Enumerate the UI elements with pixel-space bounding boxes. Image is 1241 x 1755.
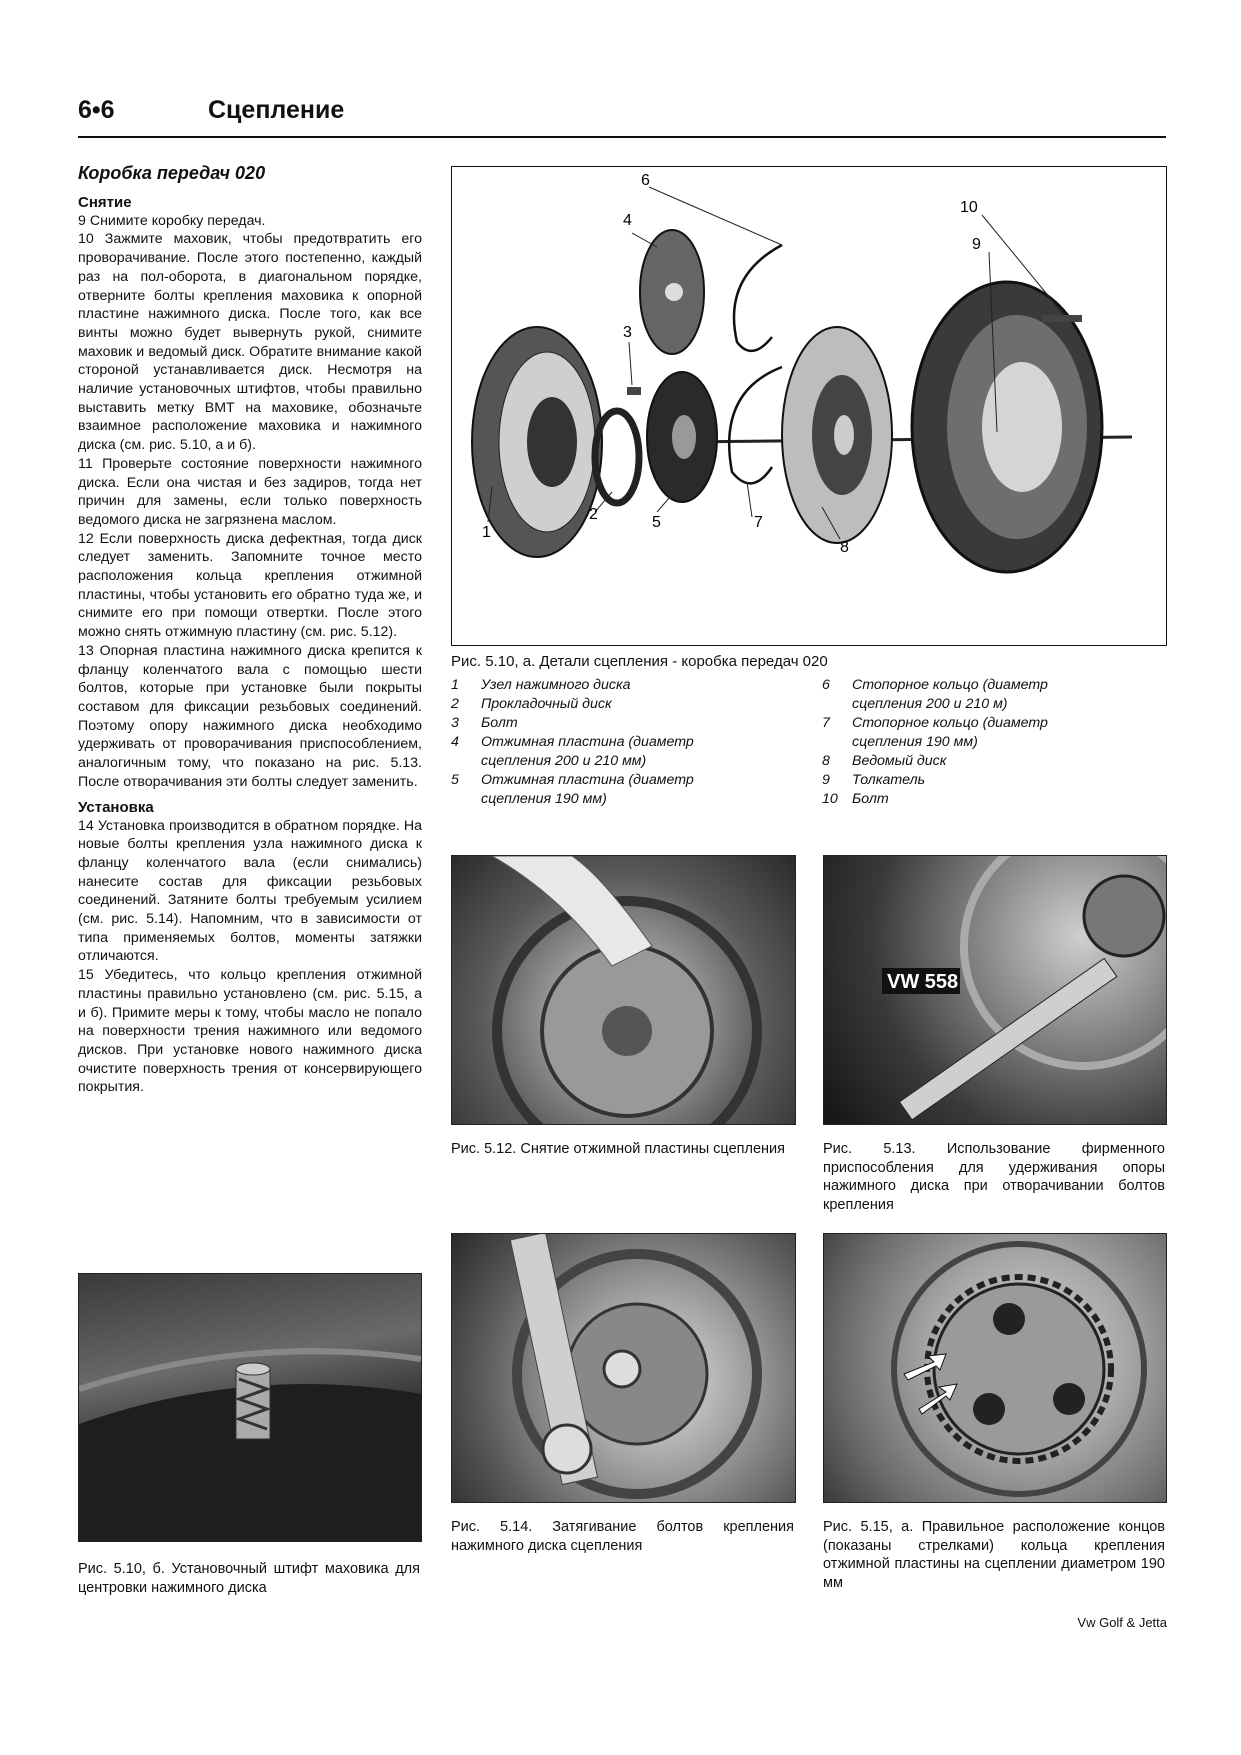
legend-left: 1 Узел нажимного диска 2 Прокладочный диск 3 Болт 4 Отжимная пластина (диаметр сцепления 200 и 210 мм) 5 Отжимная пластина (диаметр сцепления 190 мм) [451, 677, 694, 807]
label-8: 8 [840, 539, 849, 556]
diagram-clutch-parts [451, 166, 1167, 646]
left-text-column [78, 164, 422, 1097]
install-title: Установка [78, 798, 154, 816]
paragraph-12: 12 Если поверхность диска дефектная, тогда диск следует заменить. Запомните точное место расположения кольца крепления отжимной пластины, чтобы установить его обратно туда же, и снимите его при помощи отвертки. После этого можно снять отжимную пластину (см. рис. 5.12). [78, 530, 422, 641]
legend-right: 6 Стопорное кольцо (диаметр сцепления 200 и 210 м) 7 Стопорное кольцо (диаметр сцепления 190 мм) 8 Ведомый диск 9 Толкатель 10 Болт [822, 677, 1048, 807]
part-circlip-6 [734, 245, 782, 351]
chapter-title: Сцепление [208, 96, 345, 124]
page-number: 6•6 [78, 96, 115, 124]
paragraph-9: 9 Снимите коробку передач. [78, 212, 266, 229]
part-circlip-7 [729, 367, 782, 483]
caption-fig-5-14: Рис. 5.14. Затягивание болтов крепления нажимного диска сцепления [451, 1519, 794, 1554]
photo-removing-release-plate [451, 855, 796, 1125]
page-header [78, 96, 1166, 138]
part-release-plate-190 [647, 372, 717, 502]
photo-retaining-ring-ends [823, 1233, 1167, 1503]
part-pressure-plate [472, 327, 602, 557]
label-3: 3 [623, 324, 632, 341]
photo-holding-tool [823, 855, 1167, 1125]
part-release-plate-200 [640, 230, 704, 354]
removal-title: Снятие [78, 193, 132, 211]
label-2: 2 [589, 506, 598, 523]
tool-label: VW 558 [887, 971, 959, 993]
caption-fig-5-10b: Рис. 5.10, б. Установочный штифт маховика для центровки нажимного диска [78, 1561, 420, 1596]
part-driven-plate [782, 327, 892, 543]
label-7: 7 [754, 514, 763, 531]
paragraph-15: 15 Убедитесь, что кольцо крепления отжимной пластины правильно установлено (см. рис. 5.15, а и б). Примите меры к тому, чтобы масло не попало на поверхности трения нажимного или ведомого дисков. При установке нового нажимного диска очистите поверхность трения от консервирующего покрытия. [78, 967, 422, 1096]
paragraph-13: 13 Опорная пластина нажимного диска крепится к фланцу коленчатого вала с помощью шести болтов, которые при установке были покрыты составом для фиксации резьбовых соединений. Поэтому опору нажимного диска необходимо удерживать от проворачивания приспособлением, аналогичным тому, что показано на рис. 5.13. После отворачивания эти болты следует заменить. [78, 642, 422, 790]
paragraph-14: 14 Установка производится в обратном порядке. На новые болты крепления узла нажимного диска к фланцу коленчатого вала (если снимались) нанесите состав для фиксации резьбовых соединений. Затяните болты требуемым усилием (см. рис. 5.14). Напомним, что в зависимости от типа применяемых болтов, моменты затяжки отличаются. [78, 817, 422, 965]
footer-book-title: Vw Golf & Jetta [1077, 1615, 1167, 1630]
photo-locating-pin [78, 1273, 422, 1542]
section-title: Коробка передач 020 [78, 163, 266, 183]
paragraph-11: 11 Проверьте состояние поверхности нажимного диска. Если она чистая и без задиров, тогда нет причин для замены, если только поверхность ведомого диска не загрязнена маслом. [78, 455, 422, 528]
paragraph-10: 10 Зажмите маховик, чтобы предотвратить его проворачивание. После этого постепенно, каждый раз на пол-оборота, в диагональном порядке, отверните болты крепления маховика к опорной пластине нажимного диска. После того, как все винты можно будет вывернуть рукой, снимите маховик и ведомый диск. Обратите внимание какой стороной устанавливается диск. Несмотря на наличие установочных штифтов, чтобы правильно выставить метку ВМТ на маховике, обозначьте взаимное расположение маховика и нажимного диска (см. рис. 5.10, а и б). [78, 231, 422, 454]
label-1: 1 [482, 524, 491, 541]
caption-fig-5-12: Рис. 5.12. Снятие отжимной пластины сцепления [451, 1141, 785, 1157]
label-10: 10 [960, 199, 978, 216]
photo-tightening-bolts [451, 1233, 796, 1503]
label-6: 6 [641, 172, 650, 189]
caption-fig-5-15a: Рис. 5.15, а. Правильное расположение концов (показаны стрелками) кольца крепления отжимной пластины на сцеплении диаметром 190 мм [823, 1519, 1165, 1591]
caption-fig-5-10a: Рис. 5.10, а. Детали сцепления - коробка передач 020 [451, 653, 828, 670]
label-4: 4 [623, 212, 632, 229]
label-5: 5 [652, 514, 661, 531]
part-flywheel [912, 282, 1102, 572]
part-bolt-3 [627, 387, 641, 395]
label-9: 9 [972, 236, 981, 253]
part-bolt-10 [1042, 315, 1082, 322]
caption-fig-5-13: Рис. 5.13. Использование фирменного приспособления для удерживания опоры нажимного диска при отворачивании болтов крепления [823, 1141, 1165, 1213]
